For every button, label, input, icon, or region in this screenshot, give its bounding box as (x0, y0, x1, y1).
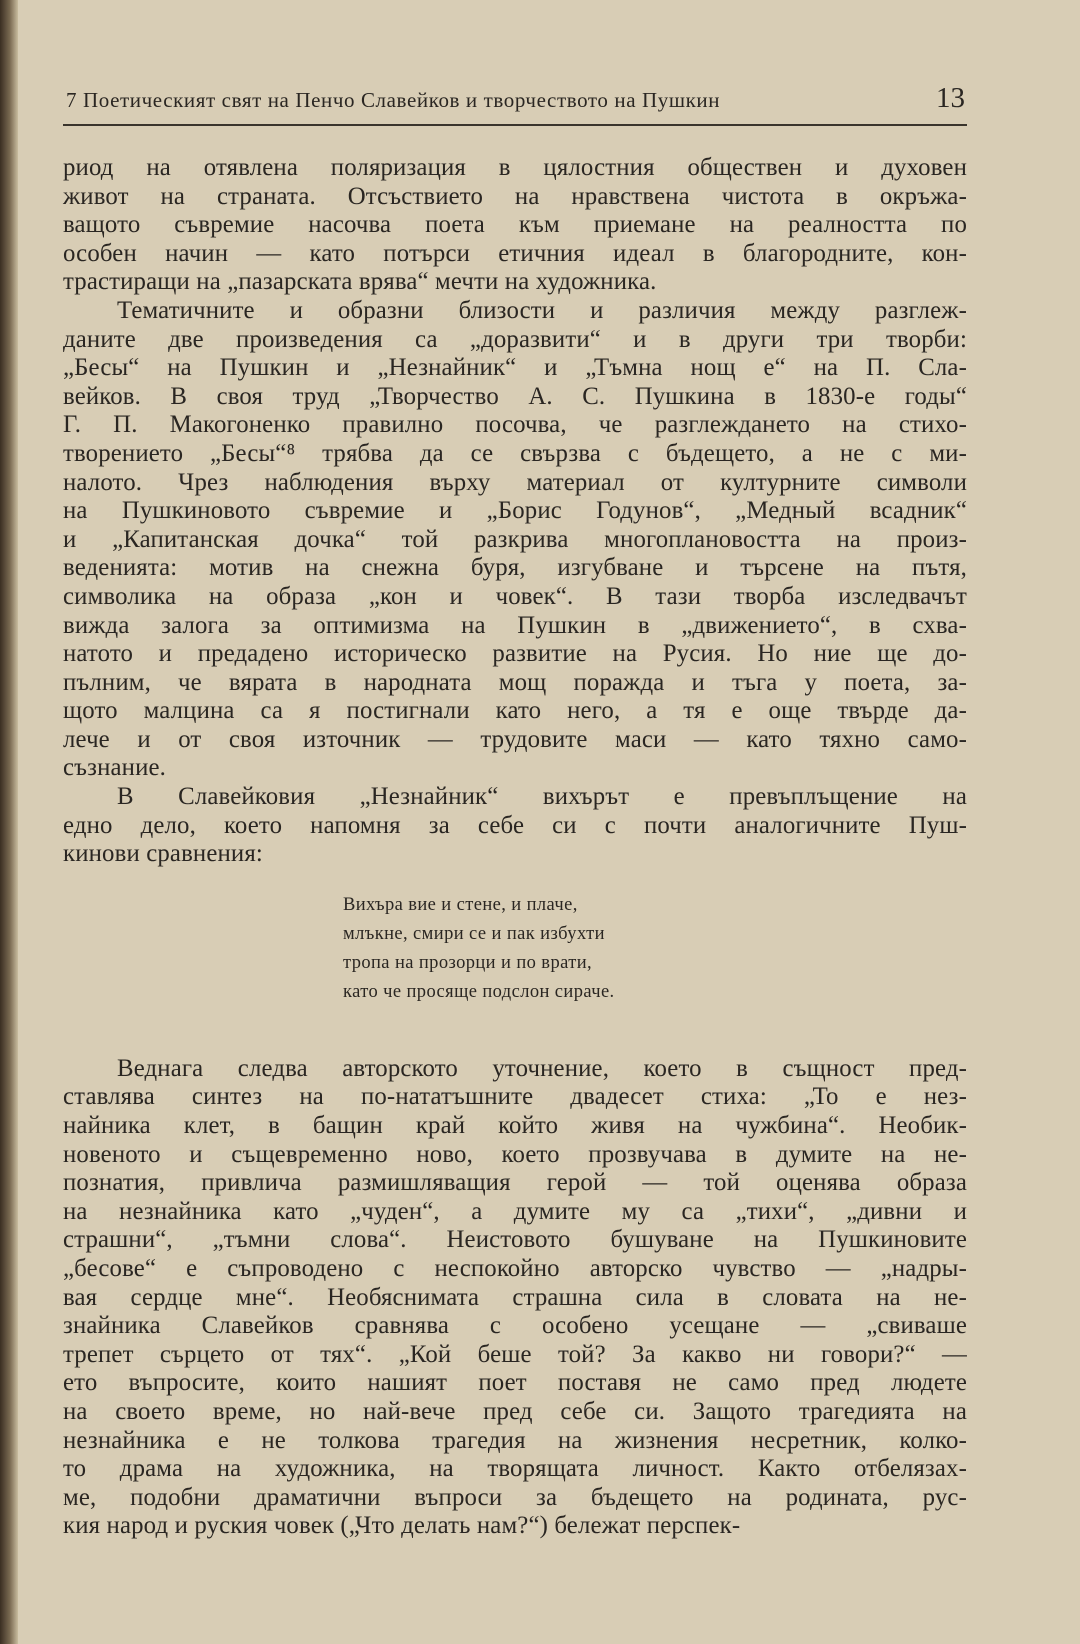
text-line: и „Капитанская дочка“ той разкрива многоплановостта на произ- (63, 525, 967, 553)
verse-quote (343, 891, 967, 1007)
verse-line: млъкне, смири се и пак избухти (343, 923, 605, 944)
verse-line: тропа на прозорци и по врати, (343, 952, 593, 973)
text-line: познатия, привлича размишляващия герой — той оценява образа (63, 1169, 967, 1197)
text-line: пълним, че вярата в народната мощ поражда и тъга у поета, за- (63, 668, 967, 696)
text-line: найника клет, в бащин край който живя на чужбина“. Необик- (63, 1112, 967, 1140)
book-spine-shadow (0, 0, 18, 1644)
page-number: 13 (936, 82, 965, 114)
text-line: Веднага следва авторското уточнение, което в същност пред- (117, 1054, 967, 1082)
text-line: веденията: мотив на снежна буря, изгубване и търсене на пътя, (63, 554, 967, 582)
text-line: незнайника е не толкова трагедия на жизнения несретник, колко- (63, 1426, 967, 1454)
text-line: ващото съвремие насочва поета към приемане на реалността по (63, 211, 967, 239)
text-line: В Славейковия „Незнайник“ вихърът е превъплъщение на (117, 783, 967, 811)
text-line: ставлява синтез на по-нататъшните двадесет стиха: „То е нез- (63, 1083, 967, 1111)
text-line: новеното и същевременно ново, което прозвучава в думите на не- (63, 1140, 967, 1168)
text-line: трепет сърцето от тях“. „Кой беше той? За какво ни говори?“ — (63, 1340, 967, 1368)
text-line: творението „Бесы“⁸ трябва да се свързва с бъдещето, а не с ми- (63, 439, 967, 467)
text-line: кия народ и руския човек („Что делать нам?“) бележат перспек- (63, 1512, 741, 1540)
text-line: едно дело, което напомня за себе си с почти аналогичните Пуш- (63, 811, 967, 839)
text-line: живот на страната. Отсъствието на нравствена чистота в окръжа- (63, 182, 967, 210)
verse-line: Вихъра вие и стене, и плаче, (343, 894, 578, 915)
text-line: страшни“, „тъмни слова“. Неистовото бушуване на Пушкиновите (63, 1226, 967, 1254)
text-line: „бесове“ е съпроводено с неспокойно авторско чувство — „надры- (63, 1255, 967, 1282)
text-line: риод на отявлена поляризация в цялостния обществен и духовен (63, 154, 967, 181)
text-line: кинови сравнения: (63, 840, 263, 868)
text-line: символика на образа „кон и човек“. В тази творба изследвачът (63, 582, 967, 610)
text-line: лече и от своя източник — трудовите маси — като тяхно само- (63, 725, 967, 753)
text-line: Тематичните и образни близости и различия между разглеж- (117, 296, 967, 324)
verse-line: като че просяще подслон сираче. (343, 981, 615, 1002)
paragraph-2 (63, 297, 967, 783)
text-line: ето въпросите, които нашият поет поставя не само пред людете (63, 1369, 967, 1397)
text-line: вая сердце мне“. Необяснимата страшна сила в словата на не- (63, 1283, 967, 1311)
text-line: съзнание. (63, 754, 166, 782)
text-line: то драма на художника, на творящата личност. Както отбелязах- (63, 1455, 967, 1483)
text-line: знайника Славейков сравнява с особено усещане — „свиваше (63, 1312, 967, 1340)
text-line: „Бесы“ на Пушкин и „Незнайник“ и „Тъмна нощ е“ на П. Сла- (63, 354, 967, 382)
paragraph-4 (63, 1055, 967, 1541)
running-header (63, 78, 967, 126)
text-line: на незнайника като „чуден“, а думите му са „тихи“, „дивни и (63, 1197, 967, 1225)
text-line: трастиращи на „пазарската врява“ мечти на художника. (63, 268, 657, 296)
text-line: на своето време, но най-вече пред себе си. Защото трагедията на (63, 1397, 967, 1425)
paragraph-3 (63, 783, 967, 869)
text-line: на Пушкиновото съвремие и „Борис Годунов“, „Медный всадник“ (63, 497, 967, 525)
text-line: вейков. В своя труд „Творчество А. С. Пушкина в 1830-е годы“ (63, 382, 967, 410)
text-line: налото. Чрез наблюдения върху материал от културните символи (63, 468, 967, 496)
text-line: Г. П. Макогоненко правилно посочва, че разглеждането на стихо- (63, 411, 967, 439)
chapter-title: 7 Поетическият свят на Пенчо Славейков и творчеството на Пушкин (66, 88, 721, 112)
text-line: ме, подобни драматични въпроси за бъдещето на родината, рус- (63, 1483, 967, 1511)
text-line: даните две произведения са „доразвити“ и в други три творби: (63, 325, 967, 353)
book-page (63, 78, 967, 1541)
text-line: особен начин — като потърси етичния идеал в благородните, кон- (63, 239, 967, 267)
page-body (63, 154, 967, 1541)
text-line: щото малцина са я постигнали като него, а тя е още твърде да- (63, 697, 967, 725)
text-line: вижда залога за оптимизма на Пушкин в „движението“, в схва- (63, 611, 967, 639)
text-line: натото и предадено историческо развитие на Русия. Но ние ще до- (63, 640, 967, 668)
paragraph-1 (63, 154, 967, 297)
